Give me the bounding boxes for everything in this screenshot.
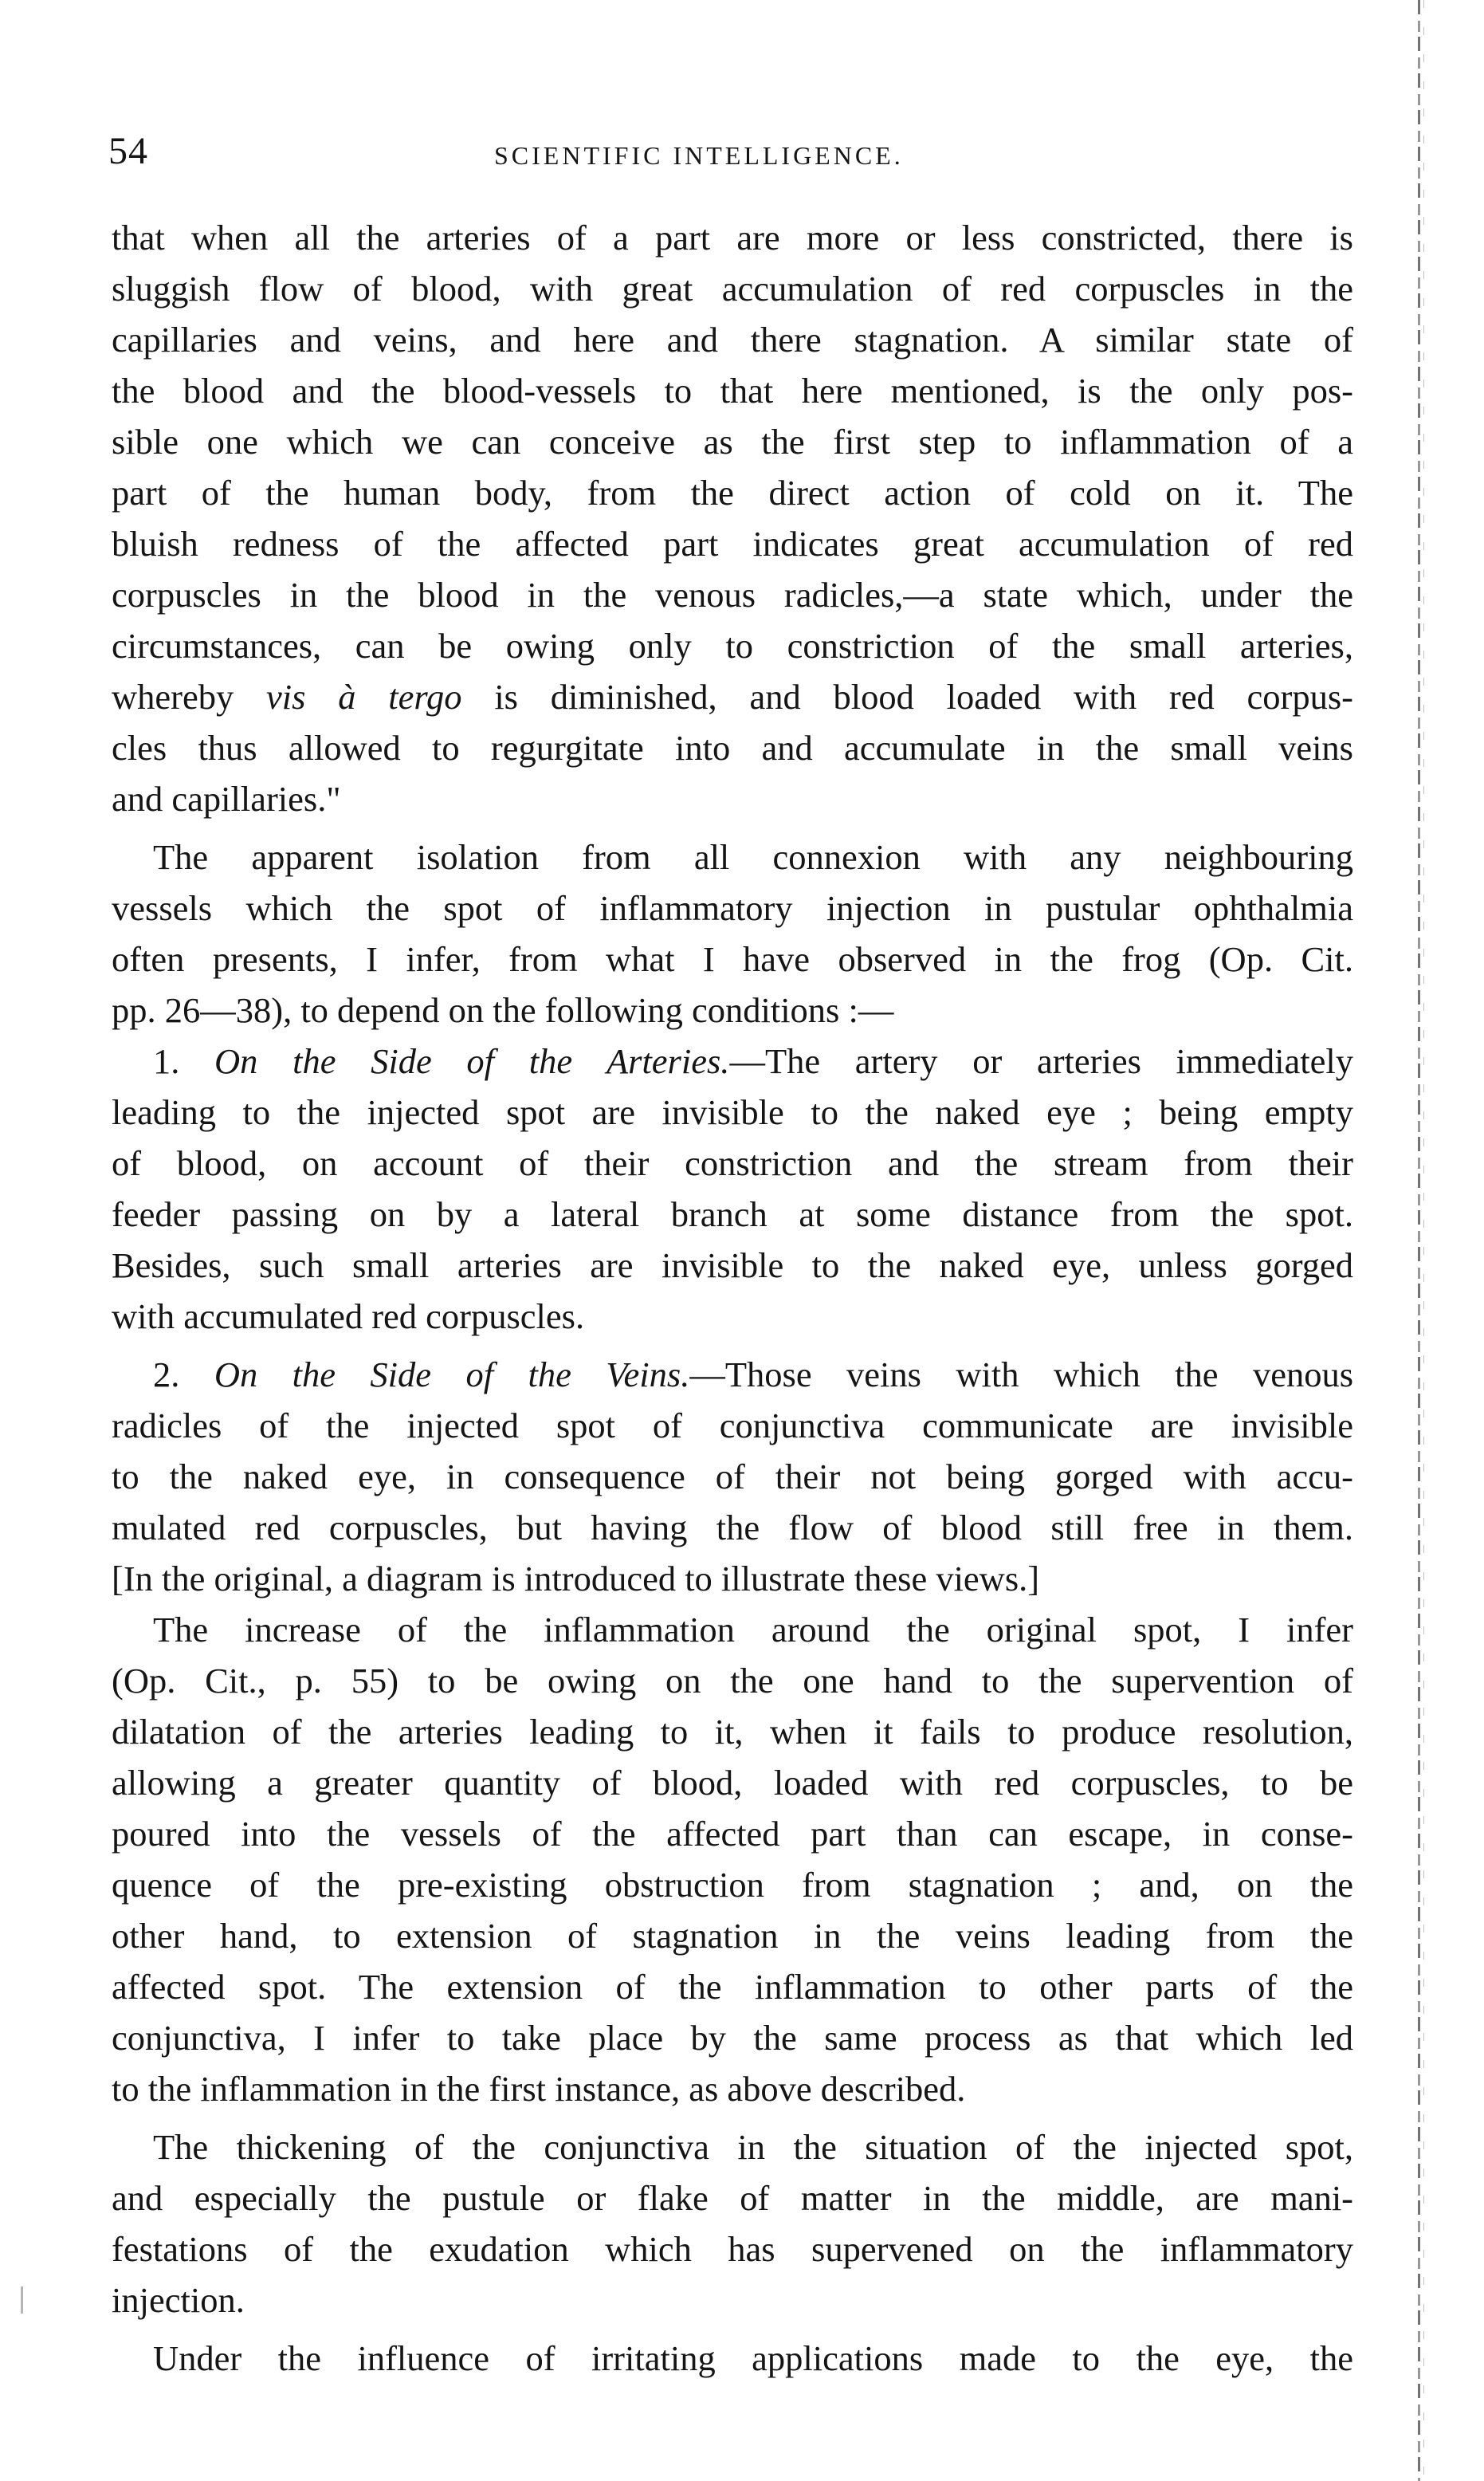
text-line: [112, 671, 1353, 722]
section-heading: On the Side of the Arteries.: [214, 1041, 730, 1081]
page-number: 54: [108, 130, 148, 172]
text-line: part of the human body, from the direct action of cold on it. The: [112, 473, 1353, 513]
text-line: [112, 1349, 1353, 1400]
section-heading: On the Side of the Veins.: [214, 1355, 690, 1394]
text-line: festations of the exudation which has supervened on the inflammatory: [112, 2229, 1353, 2269]
text-line: circumstances, can be owing only to constriction of the small arteries,: [112, 626, 1353, 666]
text-line: with accumulated red corpuscles.: [112, 1296, 585, 1336]
text-line: vessels which the spot of inflammatory injection in pustular ophthalmia: [112, 888, 1353, 928]
text-line: the blood and the blood-vessels to that here mentioned, is the only pos-: [112, 371, 1353, 411]
text-run: —Those veins with which the venous: [689, 1355, 1354, 1394]
text-line: often presents, I infer, from what I have observed in the frog (Op. Cit.: [112, 939, 1353, 979]
page-edge-speckle: [1423, 0, 1424, 2481]
text-line: (Op. Cit., p. 55) to be owing on the one hand to the supervention of: [112, 1661, 1353, 1701]
text-line: mulated red corpuscles, but having the flow of blood still free in them.: [112, 1508, 1353, 1547]
text-line: sluggish flow of blood, with great accumulation of red corpuscles in the: [112, 269, 1353, 309]
text-line: feeder passing on by a lateral branch at some distance from the spot.: [112, 1194, 1353, 1234]
text-run: is diminished, and blood loaded with red corpus-: [461, 677, 1353, 717]
text-line: to the inflammation in the first instance, as above described.: [112, 2069, 966, 2109]
text-line: pp. 26—38), to depend on the following conditions :—: [112, 990, 894, 1030]
latin-phrase: vis à tergo: [266, 677, 462, 717]
text-line: other hand, to extension of stagnation in the veins leading from the: [112, 1916, 1353, 1956]
page-header: [0, 128, 1484, 175]
text-line: injection.: [112, 2280, 245, 2320]
text-line: Besides, such small arteries are invisible to the naked eye, unless gorged: [112, 1245, 1353, 1285]
scan-mark: [21, 2286, 23, 2314]
text-line: conjunctiva, I infer to take place by the same process as that which led: [112, 2018, 1353, 2058]
text-line: cles thus allowed to regurgitate into and accumulate in the small veins: [112, 728, 1353, 768]
text-run: —The artery or arteries immediately: [729, 1041, 1353, 1081]
text-line: affected spot. The extension of the inflammation to other parts of the: [112, 1967, 1353, 2007]
text-line: The apparent isolation from all connexion with any neighbouring: [153, 837, 1353, 877]
text-line: quence of the pre-existing obstruction from stagnation ; and, on the: [112, 1865, 1353, 1905]
text-line: radicles of the injected spot of conjunctiva communicate are invisible: [112, 1406, 1353, 1445]
text-line: The thickening of the conjunctiva in the situation of the injected spot,: [153, 2127, 1353, 2167]
text-line: leading to the injected spot are invisible to the naked eye ; being empty: [112, 1092, 1353, 1132]
page-edge-shadow: [1418, 0, 1420, 2481]
text-line: corpuscles in the blood in the venous radicles,—a state which, under the: [112, 575, 1353, 615]
text-line: capillaries and veins, and here and there stagnation. A similar state of: [112, 320, 1353, 360]
text-line: that when all the arteries of a part are more or less constricted, there is: [112, 218, 1353, 258]
text-line: Under the influence of irritating applications made to the eye, the: [153, 2338, 1353, 2378]
text-run: whereby: [112, 677, 266, 717]
text-line: [In the original, a diagram is introduced to illustrate these views.]: [112, 1559, 1040, 1598]
text-line: dilatation of the arteries leading to it, when it fails to produce resolution,: [112, 1712, 1353, 1752]
list-number: 1.: [153, 1041, 180, 1081]
running-title: SCIENTIFIC INTELLIGENCE.: [494, 141, 904, 170]
text-line: to the naked eye, in consequence of their not being gorged with accu-: [112, 1457, 1353, 1496]
text-line: of blood, on account of their constriction and the stream from their: [112, 1143, 1353, 1183]
text-line: allowing a greater quantity of blood, loaded with red corpuscles, to be: [112, 1763, 1353, 1803]
text-line: sible one which we can conceive as the first step to inflammation of a: [112, 422, 1353, 462]
text-line: [112, 1036, 1353, 1087]
text-line: poured into the vessels of the affected part than can escape, in conse-: [112, 1814, 1353, 1854]
body-text: [112, 212, 1353, 2384]
text-line: bluish redness of the affected part indicates great accumulation of red: [112, 524, 1353, 564]
text-line: and especially the pustule or flake of matter in the middle, are mani-: [112, 2178, 1353, 2218]
text-line: The increase of the inflammation around the original spot, I infer: [153, 1610, 1353, 1649]
text-line: and capillaries.": [112, 779, 341, 819]
list-number: 2.: [153, 1355, 180, 1394]
